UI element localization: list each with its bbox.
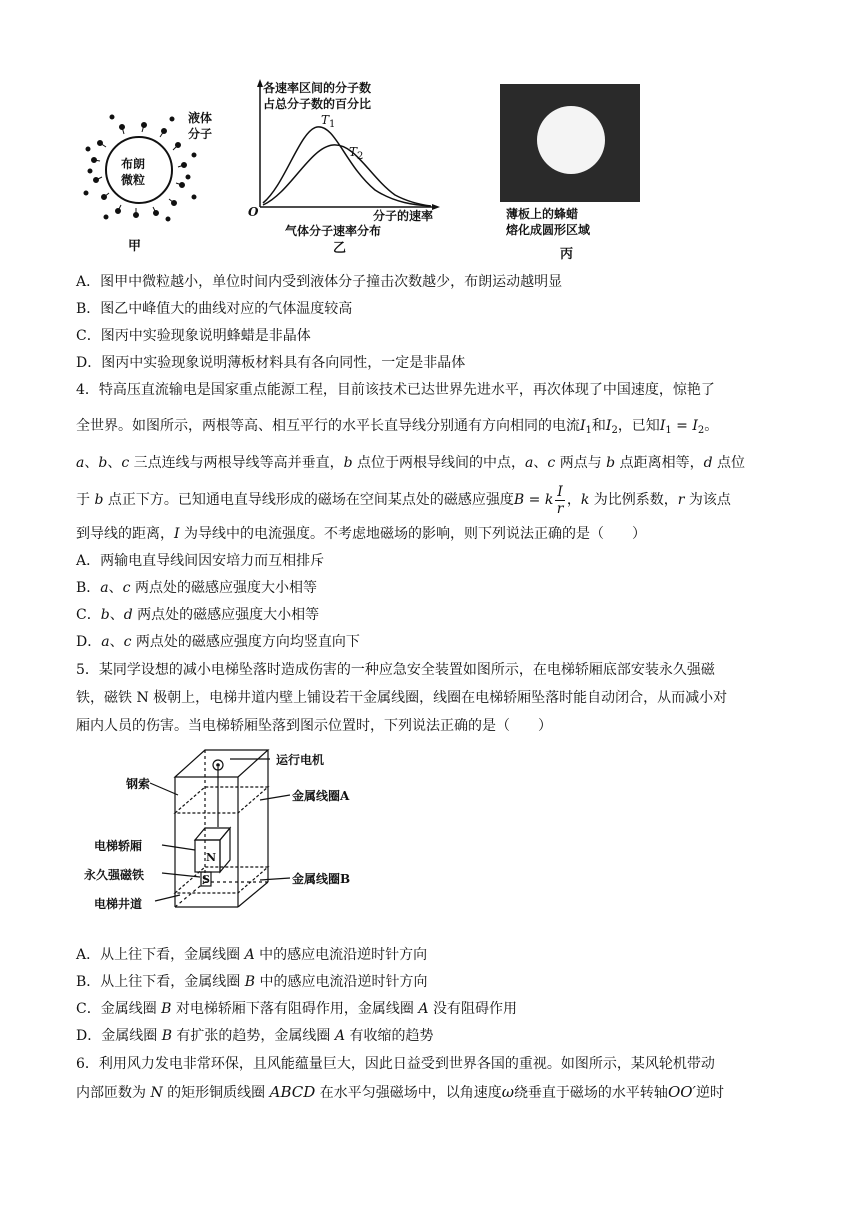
liquid-label-2: 分子	[188, 127, 213, 141]
figure-bing	[500, 84, 640, 264]
caption-yi: 乙	[333, 241, 347, 256]
q6-stem-line-1: 6．利用风力发电非常环保，且风能蕴量巨大，因此日益受到世界各国的重视。如图所示，某风轮机带动	[76, 1056, 715, 1072]
q4-option-a: A．两输电直导线间因安培力而互相排斥	[76, 553, 325, 569]
q4-stem-line-4: 于 b 点正下方。已知通电直导线形成的磁场在空间某点处的磁感应强度B = k $\frac{I}{r}$ ，k 为比例系数，r 为该点	[76, 483, 731, 517]
car-label: 电梯轿厢	[94, 839, 143, 853]
liquid-label-1: 液体	[188, 111, 213, 125]
q4-stem-line-1: 4．特高压直流输电是国家重点能源工程，目前该技术已达世界先进水平，再次体现了中国速度，惊艳了	[76, 382, 715, 398]
q4-stem-line-3: a、b、c 三点连线与两根导线等高并垂直，b 点位于两根导线间的中点，a、c 两点与 b 点距离相等，d 点位	[76, 455, 745, 471]
q6-stem-line-2: 内部匝数为 N 的矩形铜质线圈 ABCD 在水平匀强磁场中，以角速度ω绕垂直于磁场的水平转轴OO′逆时	[76, 1083, 724, 1101]
cable-label: 钢索	[126, 777, 151, 791]
caption-bing: 丙	[560, 247, 574, 262]
s-pole-label: S	[202, 873, 210, 886]
q4-option-c: C．b、d 两点处的磁感应强度大小相等	[76, 607, 320, 623]
q5-option-d: D．金属线圈 B 有扩张的趋势，金属线圈 A 有收缩的趋势	[76, 1028, 434, 1044]
melted-wax-circle	[537, 106, 605, 174]
elevator-figure	[84, 745, 380, 920]
shaft-label: 电梯井道	[94, 897, 143, 911]
q5-stem-line-2: 铁，磁铁 N 极朝上，电梯井道内壁上铺设若干金属线圈，线圈在电梯轿厢坠落时能自动闭合，从而减小对	[76, 690, 728, 706]
q5-stem-line-3: 厢内人员的伤害。当电梯轿厢坠落到图示位置时，下列说法正确的是（ ）	[76, 718, 552, 734]
q5-option-c: C．金属线圈 B 对电梯轿厢下落有阻碍作用，金属线圈 A 没有阻碍作用	[76, 1001, 517, 1017]
q4-stem-line-2: 全世界。如图所示，两根等高、相互平行的水平长直导线分别通有方向相同的电流$I_1$和$I_2$，已知$I_1 = I_2$。	[76, 418, 719, 436]
coil-a-label: 金属线圈A	[292, 789, 350, 803]
formula-fraction: $\frac{I}{r}$	[556, 483, 564, 517]
q4-stem-line-5: 到导线的距离，I 为导线中的电流强度。不考虑地磁场的影响，则下列说法正确的是（ ）	[76, 526, 646, 542]
q4-option-d: D．a、c 两点处的磁感应强度方向均竖直向下	[76, 634, 360, 650]
q3-option-c: C．图丙中实验现象说明蜂蜡是非晶体	[76, 328, 311, 344]
q3-option-b: B．图乙中峰值大的曲线对应的气体温度较高	[76, 301, 353, 317]
q3-option-d: D．图丙中实验现象说明薄板材料具有各向同性，一定是非晶体	[76, 355, 466, 371]
q5-stem-line-1: 5．某同学设想的减小电梯坠落时造成伤害的一种应急安全装置如图所示，在电梯轿厢底部安装永久强磁	[76, 662, 715, 678]
figure-yi	[245, 75, 455, 256]
n-pole-label: N	[206, 851, 217, 864]
bing-text-1: 薄板上的蜂蜡	[506, 207, 579, 221]
figure-jia	[76, 105, 216, 255]
particle-label-2: 微粒	[121, 173, 146, 187]
chart-title: 气体分子速率分布	[285, 224, 382, 238]
q4-option-b: B．a、c 两点处的磁感应强度大小相等	[76, 580, 317, 596]
origin-label: O	[248, 205, 259, 219]
t1-label: $T_1$	[321, 113, 336, 130]
coil-b-label: 金属线圈B	[292, 872, 351, 886]
ylabel-line-1: 各速率区间的分子数	[263, 81, 372, 95]
caption-jia: 甲	[128, 239, 142, 254]
t2-label: $T_2$	[349, 145, 364, 162]
ylabel-line-2: 占总分子数的百分比	[263, 97, 372, 111]
elevator-diagram	[90, 745, 380, 920]
q3-option-a: A．图甲中微粒越小，单位时间内受到液体分子撞击次数越少，布朗运动越明显	[76, 274, 563, 290]
bing-text-2: 熔化成圆形区域	[506, 223, 591, 237]
motor-label: 运行电机	[276, 753, 325, 767]
particle-label-1: 布朗	[121, 157, 146, 171]
magnet-label: 永久强磁铁	[84, 868, 145, 882]
wax-plate-photo	[500, 84, 640, 202]
q5-option-b: B．从上往下看，金属线圈 B 中的感应电流沿逆时针方向	[76, 974, 428, 990]
q5-option-a: A．从上往下看，金属线圈 A 中的感应电流沿逆时针方向	[76, 947, 428, 963]
xlabel: 分子的速率	[373, 209, 434, 223]
